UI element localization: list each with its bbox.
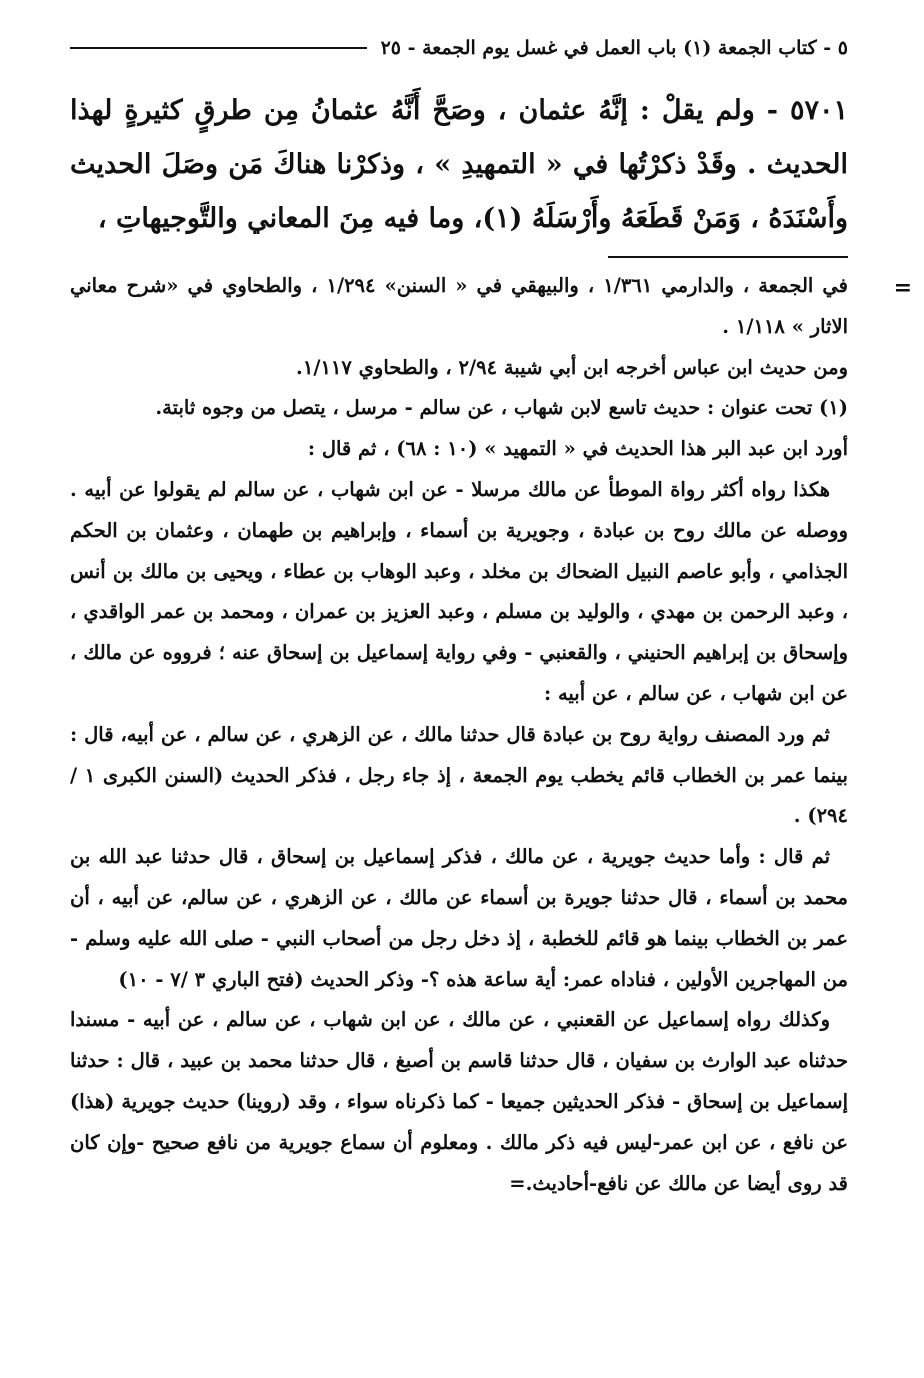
running-title: ٥ - كتاب الجمعة (١) باب العمل في غسل يوم الجمعة - ٢٥ (380, 37, 848, 59)
footnote-paragraph: ومن حديث ابن عباس أخرجه ابن أبي شيبة ٢/٩٤ ، والطحاوي ١/١١٧. (296, 355, 848, 379)
footnote-paragraph: هكذا رواه أكثر رواة الموطأ عن مالك مرسلا - عن ابن شهاب ، عن سالم لم يقولوا عن أبيه . ووصله عن مالك روح بن عبادة ، وجويرية بن أسماء ، وإبراهيم بن طهمان ، وعثمان بن الحكم الجذامي ، وأبو عاصم النبيل الضحاك بن مخلد ، وعبد الوهاب بن عطاء ، ويحيى بن مالك بن أنس ، وعبد الرحمن بن مهدي ، والوليد بن مسلم ، وعبد العزيز بن عمران ، ومحمد بن عمر الواقدي ، وإسحاق بن إبراهيم الحنيني ، والقعنبي - وفي رواية إسماعيل بن إسحاق عنه ؛ فرووه عن مالك ، عن ابن شهاب ، عن سالم ، عن أبيه : (70, 477, 848, 705)
footnote-continuation-mark: = (893, 275, 912, 301)
main-paragraph-text: - ولم يقلْ : إنَّهُ عثمان ، وصَحَّ أَنَّهُ عثمانُ مِن طرقٍ كثيرةٍ لهذا الحديث . وقَدْ ذكرْتُها في « التمهيدِ » ، وذكرْنا هناكَ مَن وصَلَ الحديث وأَسْنَدَهُ ، وَمَنْ قَطَعَهُ وأَرْسَلَهُ (١)، وما فيه مِنَ المعاني والتَّوجيهاتِ ، (70, 95, 848, 234)
footnotes-section (70, 266, 912, 1204)
footnote-paragraph: ثم ورد المصنف رواية روح بن عبادة قال حدثنا مالك ، عن الزهري ، عن سالم ، عن أبيه، قال : بينما عمر بن الخطاب قائم يخطب يوم الجمعة ، إذ جاء رجل ، فذكر الحديث (السنن الكبرى ١ /٢٩٤) . (70, 722, 848, 828)
footnote-paragraph: أورد ابن عبد البر هذا الحديث في « التمهيد » (١٠ : ٦٨) ، ثم قال : (307, 437, 848, 461)
footnote-separator (608, 256, 848, 258)
footnote-paragraph: وكذلك رواه إسماعيل عن القعنبي ، عن مالك ، عن ابن شهاب ، عن سالم ، عن أبيه - مسندا حدثناه عبد الوارث بن سفيان ، قال حدثنا قاسم بن أصبغ ، قال حدثنا محمد بن عبيد ، قال : حدثنا إسماعيل بن إسحاق - فذكر الحديثين جميعا - كما ذكرناه سواء ، وقد (روينا) حديث جويرية (هذا) عن نافع ، عن ابن عمر-ليس فيه ذكر مالك . ومعلوم أن سماع جويرية من نافع صحيح -وإن كان قد روى أيضا عن مالك عن نافع-أحاديث.= (70, 1008, 848, 1195)
footnote-paragraph: (١) تحت عنوان : حديث تاسع لابن شهاب ، عن سالم - مرسل ، يتصل من وجوه ثابتة. (155, 396, 848, 420)
header-rule (70, 47, 367, 49)
footnote-paragraph: ثم قال : وأما حديث جويرية ، عن مالك ، فذكر إسماعيل بن إسحاق ، قال حدثنا عبد الله بن محمد بن أسماء ، قال حدثنا جويرة بن أسماء عن مالك ، عن الزهري ، عن سالم، عن أبيه ، أن عمر بن الخطاب بينما هو قائم للخطبة ، إذ دخل رجل من أصحاب النبي - صلى الله عليه وسلم - من المهاجرين الأولين ، فناداه عمر: أية ساعة هذه ؟- وذكر الحديث (فتح الباري ٣ /٧ - ١٠) (70, 845, 848, 991)
running-header (70, 30, 848, 66)
book-page (70, 30, 912, 1204)
main-paragraph (70, 84, 848, 246)
footnote-paragraph: في الجمعة ، والدارمي ١/٣٦١ ، والبيهقي في « السنن» ١/٢٩٤ ، والطحاوي في «شرح معاني الاثار » ١/١١٨ . (70, 274, 848, 338)
paragraph-number: ٥٧٠١ (789, 95, 848, 126)
